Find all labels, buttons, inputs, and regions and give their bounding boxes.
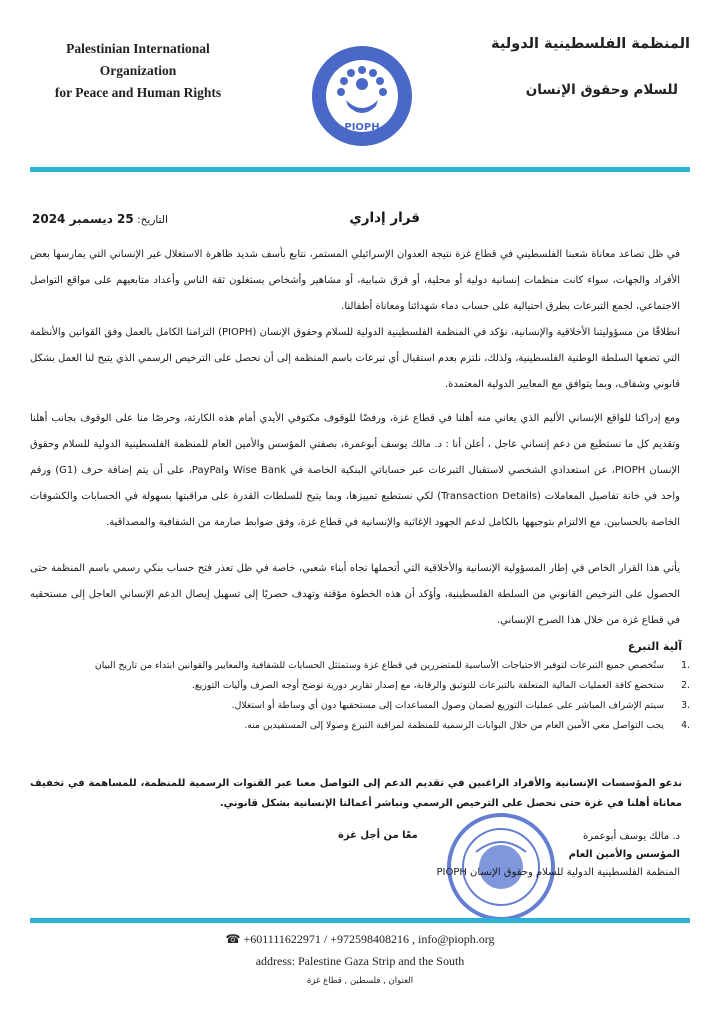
signatory-role: المؤسس والأمين العام bbox=[568, 849, 680, 860]
org-name-en-line3: for Peace and Human Rights bbox=[54, 85, 222, 100]
footer-address: address: Palestine Gaza Strip and the South bbox=[255, 954, 465, 968]
decision-date bbox=[32, 212, 168, 226]
contact-details: +601111622971 / +972598408216 , info@pioph.org bbox=[243, 932, 495, 946]
decision-title: قرار إداري bbox=[349, 210, 420, 226]
paragraph-4: يأتي هذا القرار الخاص في إطار المسؤولية الإنسانية والأخلاقية التي أتحملها تجاه أبناء شعبي، خاصة في ظل تعذر فتح حساب بنكي رسمي باسم المنظمة حتى الحصول على الترخيص القانوني من السلطة الفلسطينية، وأؤكد أن هذه الخطوة مؤقتة وتهدف حصريًا إلى تسهيل إيصال الدعم الإنساني العاجل إلى مستحقيه في قطاع غزة من خلال هذا الصرح الإنساني. bbox=[30, 563, 680, 626]
mechanism-title: آلية التبرع bbox=[627, 640, 682, 653]
footer-divider bbox=[30, 918, 690, 923]
org-name-en-line1: Palestinian International bbox=[66, 41, 210, 56]
signatory-org: المنظمة الفلسطينية الدولية للسلام وحقوق الإنسان PIOPH bbox=[436, 867, 680, 878]
paragraph-3: ومع إدراكنا للواقع الإنساني الأليم الذي يعاني منه أهلنا في قطاع غزة، ورفضًا للوقوف مكتوفي الأيدي أمام هذه الكارثة، وحرصًا منا على الوقوف بجانب أهلنا وتقديم كل ما نستطيع من دعم إنساني عاجل ، أعلن أنا : د. مالك يوسف أبوعمرة، بصفتي المؤسس والأمين العام للمنظمة الفلسطينية الدولية للسلام وحقوق الإنسان PIOPH، عن استعدادي الشخصي لاستقبال التبرعات عبر حساباتي البنكية الخاصة في Wise Bank وPayPal، على أن يتم إضافة حرف (G1) ورقم واحد في خانة تفاصيل المعاملات (Transaction Details) لكي نستطيع تمييزها، وبما يتيح للسلطات القدرة على مراقبتها بسهولة في الحسابات والكشوفات الخاصة بالحسابين. مع الالتزام بتوجيهها بالكامل لدعم الجهود الإغاثية والإنسانية في قطاع غزة، وفق ضوابط صارمة من الشفافية والمصداقية. bbox=[30, 413, 680, 528]
mechanism-item: .1ستُخصص جميع التبرعات لتوفير الاحتياجات الأساسية للمتضررين في قطاع غزة وستمتثل الحسابات للشفافية والمعايير والقوانين ابتداء من تاريخ البيان bbox=[94, 660, 690, 671]
date-value: 25 ديسمبر 2024 bbox=[32, 212, 134, 226]
org-name-english bbox=[38, 38, 238, 104]
footer-address-ar: العنوان , فلسطين , قطاع غزة bbox=[306, 976, 414, 986]
org-name-ar-line1: المنظمة الفلسطينية الدولية bbox=[491, 36, 690, 52]
phone-icon: ☎ bbox=[225, 932, 241, 946]
header-divider bbox=[30, 167, 690, 172]
paragraph-2: انطلاقًا من مسؤوليتنا الأخلاقية والإنسانية، نؤكد في المنظمة الفلسطينية الدولية للسلام وحقوق الإنسان (PIOPH) التزامنا الكامل بالعمل وفق القوانين والأنظمة التي تضعها السلطة الوطنية الفلسطينية، ولذلك، نلتزم بعدم استقبال أي تبرعات باسم المنظمة إلى أن نحصل على الترخيص الرسمي الذي يتيح لنا العمل بشكل قانوني وشفاف، وبما يتوافق مع المعايير الدولية المعتمدة. bbox=[30, 327, 680, 390]
mechanism-item: .2ستخضع كافة العمليات المالية المتعلقة بالتبرعات للتوثيق والرقابة، مع إصدار تقارير دورية توضح أوجه الصرف وآليات التوزيع. bbox=[191, 680, 690, 691]
mechanism-item: .4يجب التواصل معي الأمين العام من خلال البوابات الرسمية للمنظمة لمراقبة التبرع وصولا إلى المستفيدين منه. bbox=[244, 720, 690, 731]
date-label: التاريخ: bbox=[137, 214, 168, 226]
org-name-en-line2: Organization bbox=[99, 63, 177, 78]
footer-contact bbox=[0, 932, 720, 947]
signature-block bbox=[436, 828, 680, 882]
call-to-action: ندعو المؤسسات الإنسانية والأفراد الراغبين في تقديم الدعم إلى التواصل معنا عبر القنوات الرسمية للمنظمة، للمساهمة في تخفيف معاناة أهلنا في غزة حتى نحصل على الترخيص الرسمي ونباشر أعمالنا الإنسانية بشكل قانوني. bbox=[30, 778, 682, 809]
organization-logo bbox=[310, 44, 414, 148]
signatory-name: د. مالك يوسف أبوعمرة bbox=[583, 831, 680, 842]
org-name-arabic bbox=[440, 36, 690, 98]
org-name-ar-line2: للسلام وحقوق الإنسان bbox=[525, 82, 678, 98]
paragraph-1: في ظل تصاعد معاناة شعبنا الفلسطيني في قطاع غزة نتيجة العدوان الإسرائيلي المستمر، نتابع بأسف شديد ظاهرة الاستغلال غير الإنساني التي يمارسها بعض الأفراد والجهات، سواء كانت منظمات إنسانية دولية أو محلية، أو فرق شبابية، أو مشاهير وأشخاص يستغلون ثقة الناس وأعداد متابعيهم على مواقع التواصل الاجتماعي، لجمع التبرعات بطرق احتيالية على حساب دماء شهدائنا ومعاناة أطفالنا. bbox=[30, 249, 680, 312]
mechanism-item: .3سيتم الإشراف المباشر على عمليات التوزيع لضمان وصول المساعدات إلى مستحقيها دون أي وساطة أو استغلال. bbox=[231, 700, 690, 711]
slogan: معًا من أجل غزة bbox=[338, 830, 418, 841]
mechanism-list bbox=[90, 656, 690, 736]
logo-text: PIOPH bbox=[344, 122, 380, 133]
